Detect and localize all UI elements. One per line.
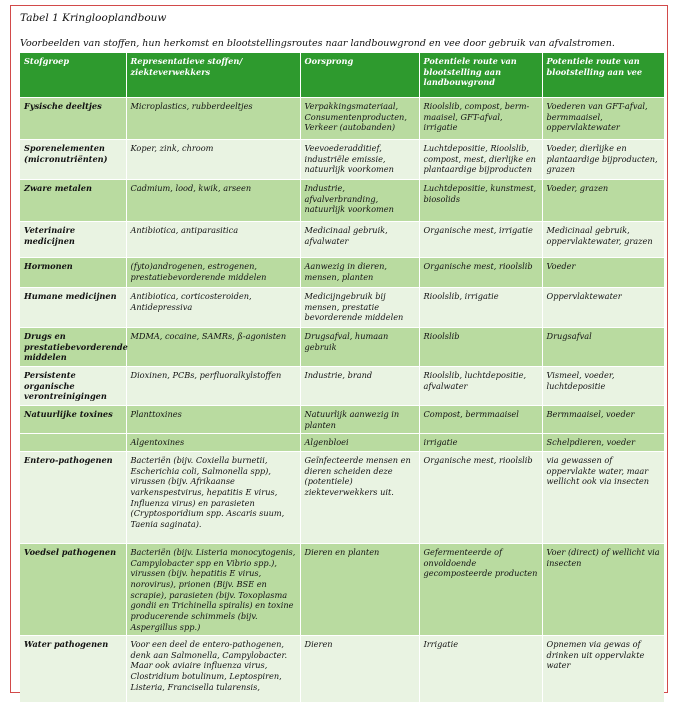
header-substances: Representatieve stoffen/ ziekteverwekkers [126,53,300,98]
cell-substances: Cadmium, lood, kwik, arseen [126,180,300,222]
cell-group: Entero-pathogenen [20,451,126,543]
cell-origin: Dieren [300,636,419,702]
header-stofgroep: Stofgroep [20,53,126,98]
table-caption: Voorbeelden van stoffen, hun herkomst en blootstellingsroutes naar landbouwgrond en vee door gebruik van afvalstromen. [20,38,615,49]
cell-origin: Drugsafval, humaan gebruik [300,328,419,367]
cell-livestock-route: Vismeel, voeder, luchtdepositie [542,366,664,405]
cell-soil-route: irrigatie [419,434,542,452]
cell-origin: Algenbloei [300,434,419,452]
cell-origin: Geïnfecteerde mensen en dieren scheiden deze (potentiele) ziekteverwekkers uit. [300,451,419,543]
cell-group: Fysische deeltjes [20,98,126,140]
cell-group: Hormonen [20,258,126,288]
cell-soil-route: Rioolslib, irrigatie [419,288,542,328]
cell-soil-route: Irrigatie [419,636,542,702]
cell-origin: Dieren en planten [300,543,419,635]
cell-soil-route: Rioolslib, luchtdepositie, afvalwater [419,366,542,405]
cell-group: Humane medicijnen [20,288,126,328]
table-row [20,451,664,543]
cell-livestock-route: via gewassen of oppervlakte water, maar wellicht ook via insecten [542,451,664,543]
cell-substances: Algentoxines [126,434,300,452]
table-title: Tabel 1 Kringlooplandbouw [20,12,167,24]
cell-group: Sporenelementen (micronutriënten) [20,140,126,180]
cell-substances: Planttoxines [126,405,300,433]
cell-substances: Koper, zink, chroom [126,140,300,180]
cell-soil-route: Rioolslib [419,328,542,367]
header-livestock-route: Potentiele route van blootstelling aan vee [542,53,664,98]
cell-group: Veterinaire medicijnen [20,222,126,258]
cell-soil-route: Organische mest, rioolslib [419,258,542,288]
cell-origin: Veevoederadditief, industriële emissie, natuurlijk voorkomen [300,140,419,180]
cell-substances: (fyto)androgenen, estrogenen, prestatiebevorderende middelen [126,258,300,288]
cell-livestock-route: Voer (direct) of wellicht via insecten [542,543,664,635]
cell-substances: Bacteriën (bijv. Listeria monocytogenis, Campylobacter spp en Vibrio spp.), virussen (bijv. hepatitis E virus, norovirus), prionen (Bijv. BSE en scrapie), parasieten (bijv. Toxoplasma gondii en Trichinella spiralis) en toxine producerende schimmels (bijv. Aspergillus spp.) [126,543,300,635]
cell-group: Natuurlijke toxines [20,405,126,433]
cell-livestock-route: Bermmaaisel, voeder [542,405,664,433]
header-soil-route: Potentiele route van blootstelling aan landbouwgrond [419,53,542,98]
cell-livestock-route: Voeder, grazen [542,180,664,222]
cell-soil-route: Rioolslib, compost, berm-maaisel, GFT-afval, irrigatie [419,98,542,140]
cell-substances: Microplastics, rubberdeeltjes [126,98,300,140]
cell-livestock-route: Oppervlaktewater [542,288,664,328]
header-origin: Oorsprong [300,53,419,98]
table-row [20,434,664,452]
table-row [20,366,664,405]
cell-substances: Dioxinen, PCBs, perfluoralkylstoffen [126,366,300,405]
cell-soil-route: Luchtdepositie, kunstmest, biosolids [419,180,542,222]
table-row [20,258,664,288]
cell-substances: Voor een deel de entero-pathogenen, denk aan Salmonella, Campylobacter. Maar ook aviaire influenza virus, Clostridium botulinum, Leptospiren, Listeria, Francisella tularensis, [126,636,300,702]
cell-soil-route: Organische mest, irrigatie [419,222,542,258]
cell-livestock-route: Voeder [542,258,664,288]
cell-livestock-route: Voeder, dierlijke en plantaardige bijproducten, grazen [542,140,664,180]
cell-livestock-route: Schelpdieren, voeder [542,434,664,452]
cell-group: Water pathogenen [20,636,126,702]
table-row [20,543,664,635]
cell-group: Zware metalen [20,180,126,222]
cell-group [20,434,126,452]
cell-group: Persistente organische verontreinigingen [20,366,126,405]
cell-soil-route: Compost, bermmaaisel [419,405,542,433]
cell-group: Drugs en prestatiebevorderende middelen [20,328,126,367]
header-row [20,53,664,98]
cell-origin: Verpakkingsmateriaal, Consumentenproducten, Verkeer (autobanden) [300,98,419,140]
table-row [20,288,664,328]
cell-livestock-route: Opnemen via gewas of drinken uit oppervlakte water [542,636,664,702]
cell-substances: Antibiotica, corticosteroiden, Antidepressiva [126,288,300,328]
table-row [20,636,664,702]
cell-origin: Industrie, brand [300,366,419,405]
table-row [20,98,664,140]
table-row [20,222,664,258]
cell-origin: Medicinaal gebruik, afvalwater [300,222,419,258]
cell-group: Voedsel pathogenen [20,543,126,635]
cell-livestock-route: Drugsafval [542,328,664,367]
cell-origin: Industrie, afvalverbranding, natuurlijk voorkomen [300,180,419,222]
cell-soil-route: Organische mest, rioolslib [419,451,542,543]
cell-livestock-route: Medicinaal gebruik, oppervlaktewater, grazen [542,222,664,258]
table-row [20,180,664,222]
cell-soil-route: Luchtdepositie, Rioolslib, compost, mest, dierlijke en plantaardige bijproducten [419,140,542,180]
cell-substances: MDMA, cocaine, SAMRs, ß-agonisten [126,328,300,367]
cell-soil-route: Gefermenteerde of onvoldoende gecomposteerde producten [419,543,542,635]
cell-origin: Natuurlijk aanwezig in planten [300,405,419,433]
cell-substances: Bacteriën (bijv. Coxiella burnetii, Escherichia coli, Salmonella spp), virussen (bijv. Afrikaanse varkenspestvirus, hepatitis E virus, Influenza virus) en parasieten (Cryptosporidium spp. Ascaris suum, Taenia saginata). [126,451,300,543]
table-row [20,140,664,180]
cell-substances: Antibiotica, antiparasitica [126,222,300,258]
table-row [20,405,664,433]
cell-origin: Medicijngebruik bij mensen, prestatie bevorderende middelen [300,288,419,328]
table-row [20,328,664,367]
cell-origin: Aanwezig in dieren, mensen, planten [300,258,419,288]
cell-livestock-route: Voederen van GFT-afval, bermmaaisel, oppervlaktewater [542,98,664,140]
substances-table [20,53,664,702]
